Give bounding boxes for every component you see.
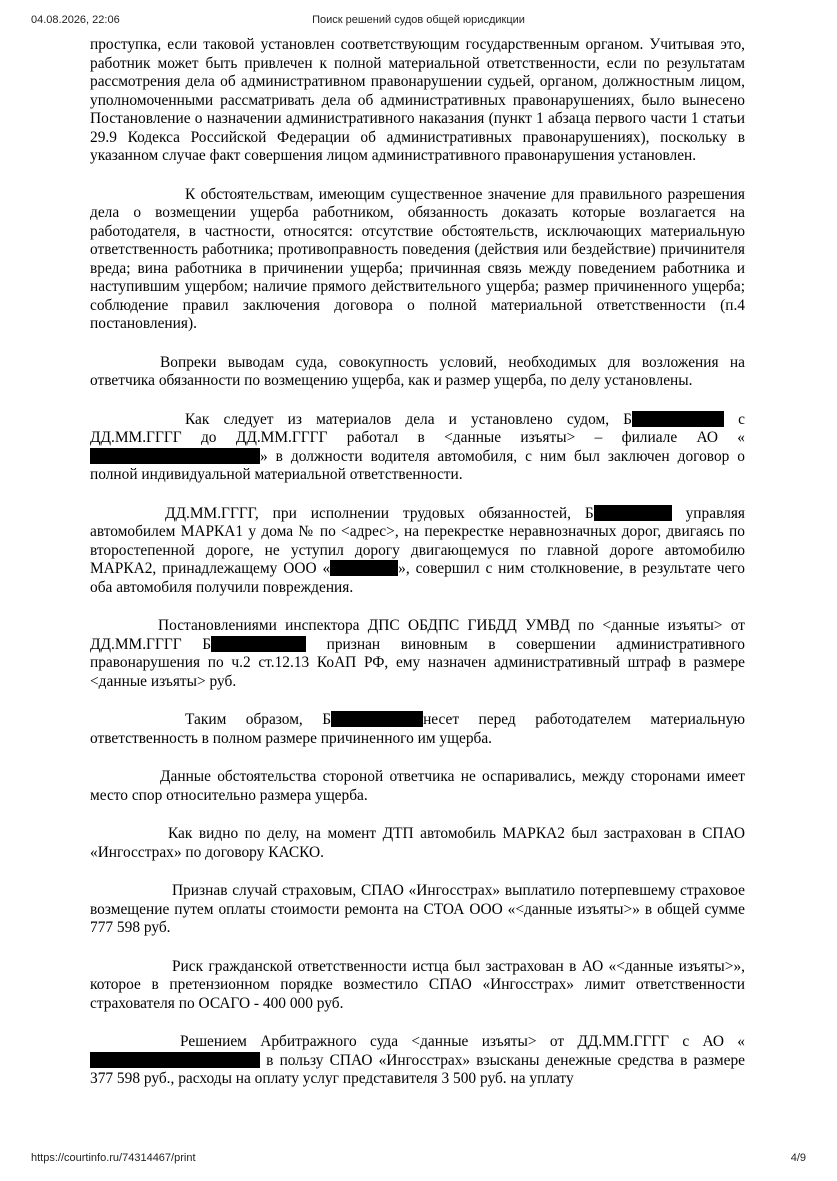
print-header (0, 14, 837, 30)
source-url: https://courtinfo.ru/74314467/print (31, 1152, 196, 1164)
redaction-block (330, 560, 398, 576)
paragraph-text: ДД.ММ.ГГГГ, при исполнении трудовых обязанностей, Б (165, 504, 594, 522)
redaction-block (90, 448, 260, 464)
paragraph-text: », совершил с ним столкновение, в результате чего оба автомобиля получили повреждения. (90, 560, 745, 596)
document-body (90, 36, 745, 1109)
paragraph (90, 186, 745, 334)
redaction-block (331, 711, 423, 727)
paragraph (90, 1033, 745, 1089)
paragraph-text: несет перед работодателем материальную ответственность в полном размере причиненного им ущерба. (90, 711, 745, 747)
paragraph-text: » в должности водителя автомобиля, с ним был заключен договор о полной индивидуальной материальной ответственности. (90, 447, 745, 483)
paragraph (90, 825, 745, 862)
paragraph-text: Постановлениями инспектора ДПС ОБДПС ГИБДД УМВД по <данные изъяты> от ДД.ММ.ГГГГ Б (90, 617, 745, 653)
page-number: 4/9 (790, 1152, 806, 1164)
paragraph-text: Данные обстоятельства стороной ответчика не оспаривались, между сторонами имеет место спор относительно размера ущерба. (90, 768, 745, 804)
paragraph (90, 882, 745, 938)
print-footer (0, 1152, 837, 1168)
redaction-block (90, 1052, 260, 1068)
paragraph (90, 354, 745, 391)
paragraph-text: К обстоятельствам, имеющим существенное значение для правильного разрешения дела о возмещении ущерба работником, обязанность доказать которые возлагается на работодателя, в частности, относятся: отсутствие обстоятельств, исключающих материальную ответственность работника; противоправность поведения (действия или бездействие) причинителя вреда; вина работника в причинении ущерба; причинная связь между поведением работника и наступившим ущербом; наличие прямого действительного ущерба; размер причиненного ущерба; соблюдение правил заключения договора о полной материальной ответственности (п.4 постановления). (90, 185, 745, 332)
redaction-block (594, 505, 672, 521)
paragraph-text: Признав случай страховым, СПАО «Ингосстрах» выплатило потерпевшему страховое возмещение путем оплаты стоимости ремонта на СТОА ООО «<данные изъяты>» в общей сумме 777 598 руб. (90, 882, 745, 936)
paragraph (90, 505, 745, 598)
paragraph-text: проступка, если таковой установлен соответствующим государственным органом. Учитывая это, работник может быть привлечен к полной материальной ответственности, если по результатам рассмотрения дела об административном правонарушении судьей, органом, должностным лицом, уполномоченными рассматривать дела об административных правонарушениях, было вынесено Постановление о назначении административного наказания (пункт 1 абзаца первого части 1 статьи 29.9 Кодекса Российской Федерации об административных правонарушениях), поскольку в указанном случае факт совершения лицом административного правонарушения установлен. (90, 36, 745, 164)
paragraph-text: управляя автомобилем МАРКА1 у дома № по <адрес>, на перекрестке неравнозначных дорог, двигаясь по второстепенной дороге, не уступил дорогу двигающемуся по главной дороге автомобилю МАРКА2, принадлежащему ООО « (90, 504, 745, 577)
paragraph-text: Таким образом, Б (185, 711, 332, 728)
paragraph (90, 36, 745, 166)
paragraph-text: в пользу СПАО «Ингосстрах» взысканы денежные средства в размере 377 598 руб., расходы на оплату услуг представителя 3 500 руб. на уплату (90, 1051, 745, 1087)
paragraph-text: с ДД.ММ.ГГГГ до ДД.ММ.ГГГГ работал в <данные изъяты> – филиале АО « (90, 410, 745, 446)
paragraph (90, 617, 745, 691)
paragraph (90, 768, 745, 805)
print-datetime: 04.08.2026, 22:06 (31, 14, 120, 26)
paragraph-text: Риск гражданской ответственности истца был застрахован в АО «<данные изъяты>», которое в претензионном порядке возместило СПАО «Ингосстрах» лимит ответственности страхователя по ОСАГО - 400 000 руб. (90, 957, 745, 1012)
paragraph-text: Как видно по делу, на момент ДТП автомобиль МАРКА2 был застрахован в СПАО «Ингосстрах» по договору КАСКО. (90, 825, 745, 861)
paragraph-text: признан виновным в совершении административного правонарушения по ч.2 ст.12.13 КоАП РФ, ему назначен административный штраф в размере <данные изъяты> руб. (90, 635, 746, 690)
paragraph-text: Решением Арбитражного суда <данные изъяты> от ДД.ММ.ГГГГ с АО « (180, 1033, 745, 1050)
redaction-block (211, 636, 306, 652)
redaction-block (632, 411, 724, 427)
print-page-title: Поиск решений судов общей юрисдикции (312, 14, 525, 26)
paragraph (90, 411, 745, 485)
paragraph (90, 958, 745, 1014)
paragraph-text: Как следует из материалов дела и установлено судом, Б (185, 410, 633, 428)
paragraph (90, 711, 745, 748)
paragraph-text: Вопреки выводам суда, совокупность условий, необходимых для возложения на ответчика обязанности по возмещению ущерба, как и размер ущерба, по делу установлены. (90, 353, 745, 389)
